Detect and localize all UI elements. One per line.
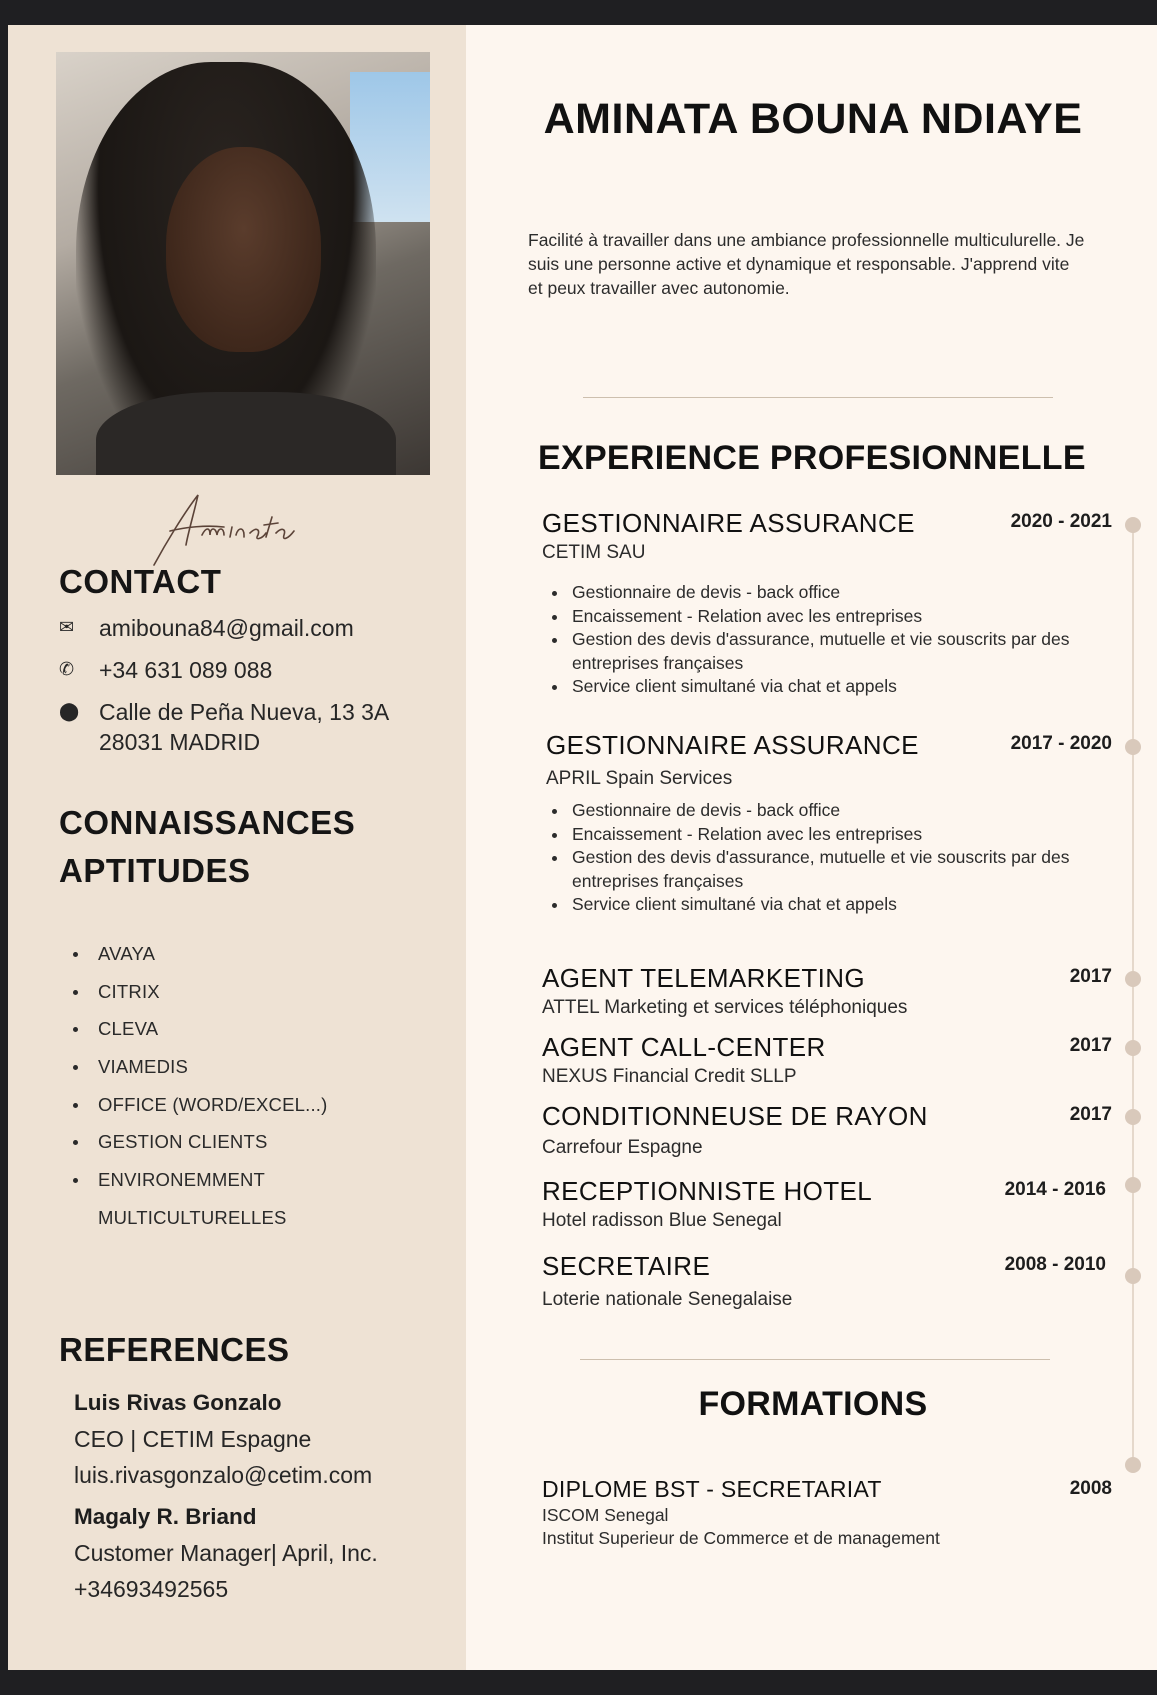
location-pin-icon: ⬤ (59, 701, 80, 722)
candidate-name: AMINATA BOUNA NDIAYE (543, 95, 1083, 143)
job-company: NEXUS Financial Credit SLLP (542, 1066, 797, 1087)
job-title: GESTIONNAIRE ASSURANCE (546, 730, 919, 760)
job-bullet: Gestionnaire de devis - back office (542, 799, 1112, 823)
reference-item (74, 1499, 378, 1607)
job-years: 2017 - 2020 (1010, 733, 1112, 754)
job-years: 2017 (1069, 1035, 1112, 1056)
contact-heading: CONTACT (59, 563, 222, 600)
job-company: APRIL Spain Services (546, 768, 733, 789)
timeline-dot (1125, 1109, 1141, 1125)
skill-item: AVAYA (68, 935, 328, 973)
job-title: CONDITIONNEUSE DE RAYON (542, 1101, 928, 1131)
skills-heading-line2: APTITUDES (59, 852, 251, 889)
timeline-dot (1125, 517, 1141, 533)
skill-item: VIAMEDIS (68, 1048, 328, 1086)
job-years: 2008 - 2010 (1004, 1254, 1106, 1275)
job-entry (542, 1100, 1112, 1162)
sidebar (8, 25, 466, 1670)
formation-entry (542, 1474, 1112, 1550)
job-bullets (542, 581, 1112, 699)
reference-role: Customer Manager| April, Inc. (74, 1540, 378, 1566)
section-divider (583, 397, 1053, 398)
skill-item: OFFICE (WORD/EXCEL...) (68, 1086, 328, 1124)
job-bullet: Encaissement - Relation avec les entreprises (542, 605, 1112, 629)
job-title: SECRETAIRE (542, 1251, 711, 1281)
mail-icon: ✉ (59, 617, 75, 638)
job-bullet: Service client simultané via chat et appels (542, 893, 1112, 917)
job-entry (546, 729, 1112, 917)
skill-item-continued: MULTICULTURELLES (98, 1206, 287, 1228)
job-company: CETIM SAU (542, 542, 646, 563)
job-bullet: Encaissement - Relation avec les entreprises (542, 823, 1112, 847)
skill-item: CLEVA (68, 1010, 328, 1048)
timeline-dot (1125, 1268, 1141, 1284)
job-entry (542, 1031, 1112, 1091)
timeline-dot (1125, 739, 1141, 755)
reference-role: CEO | CETIM Espagne (74, 1426, 312, 1452)
job-bullet: Gestion des devis d'assurance, mutuelle et vie souscrits par des entreprises françaises (542, 846, 1112, 893)
skill-item: CITRIX (68, 973, 328, 1011)
phone-icon: ✆ (59, 659, 75, 680)
reference-item (74, 1385, 372, 1493)
job-title: GESTIONNAIRE ASSURANCE (542, 508, 915, 538)
skills-heading-line1: CONNAISSANCES (59, 804, 356, 841)
job-entry (542, 507, 1112, 699)
job-title: AGENT TELEMARKETING (542, 963, 866, 993)
job-years: 2017 (1069, 966, 1112, 987)
skill-item: GESTION CLIENTS (68, 1123, 328, 1161)
job-company: ATTEL Marketing et services téléphoniques (542, 997, 908, 1018)
resume-page (8, 25, 1157, 1670)
job-company: Loterie nationale Senegalaise (542, 1289, 793, 1310)
formation-school: ISCOM Senegal (542, 1505, 669, 1525)
job-bullets (542, 799, 1112, 917)
job-bullet: Gestionnaire de devis - back office (542, 581, 1112, 605)
profile-photo (56, 52, 430, 475)
formation-detail: Institut Superieur de Commerce et de management (542, 1528, 940, 1548)
contact-email[interactable]: ✉ amibouna84@gmail.com (59, 615, 354, 641)
formation-years: 2008 (1069, 1478, 1112, 1499)
job-years: 2020 - 2021 (1010, 511, 1112, 532)
timeline-dot (1125, 1457, 1141, 1473)
timeline-dot (1125, 1040, 1141, 1056)
experience-heading: EXPERIENCE PROFESIONNELLE (538, 439, 1086, 477)
contact-address: ⬤ Calle de Peña Nueva, 13 3A 28031 MADRID (59, 699, 390, 755)
job-title: RECEPTIONNISTE HOTEL (542, 1176, 873, 1206)
timeline-dot (1125, 971, 1141, 987)
reference-name: Magaly R. Briand (74, 1504, 257, 1529)
section-divider (580, 1359, 1050, 1360)
profile-summary: Facilité à travailler dans une ambiance professionnelle multiculurelle. Je suis une personne active et dynamique et responsable. J'apprend vite et peux travailler avec autonomie. (528, 230, 1085, 298)
job-years: 2014 - 2016 (1004, 1179, 1106, 1200)
formation-title: DIPLOME BST - SECRETARIAT (542, 1476, 882, 1502)
job-company: Hotel radisson Blue Senegal (542, 1210, 782, 1231)
job-entry (542, 962, 1112, 1022)
timeline-dot (1125, 1177, 1141, 1193)
reference-contact[interactable]: +34693492565 (74, 1576, 229, 1602)
job-title: AGENT CALL-CENTER (542, 1032, 826, 1062)
job-bullet: Gestion des devis d'assurance, mutuelle et vie souscrits par des entreprises françaises (542, 628, 1112, 675)
skill-item: ENVIRONEMMENT (68, 1161, 328, 1199)
job-years: 2017 (1069, 1104, 1112, 1125)
timeline-line (1132, 525, 1134, 1470)
skills-list (68, 935, 328, 1237)
reference-contact[interactable]: luis.rivasgonzalo@cetim.com (74, 1462, 373, 1488)
references-heading: REFERENCES (59, 1331, 290, 1368)
job-entry (542, 1250, 1106, 1314)
job-company: Carrefour Espagne (542, 1137, 703, 1158)
job-entry (542, 1175, 1106, 1235)
contact-phone[interactable]: ✆ +34 631 089 088 (59, 657, 273, 683)
formations-heading: FORMATIONS (698, 1385, 928, 1423)
reference-name: Luis Rivas Gonzalo (74, 1390, 282, 1415)
job-bullet: Service client simultané via chat et appels (542, 675, 1112, 699)
